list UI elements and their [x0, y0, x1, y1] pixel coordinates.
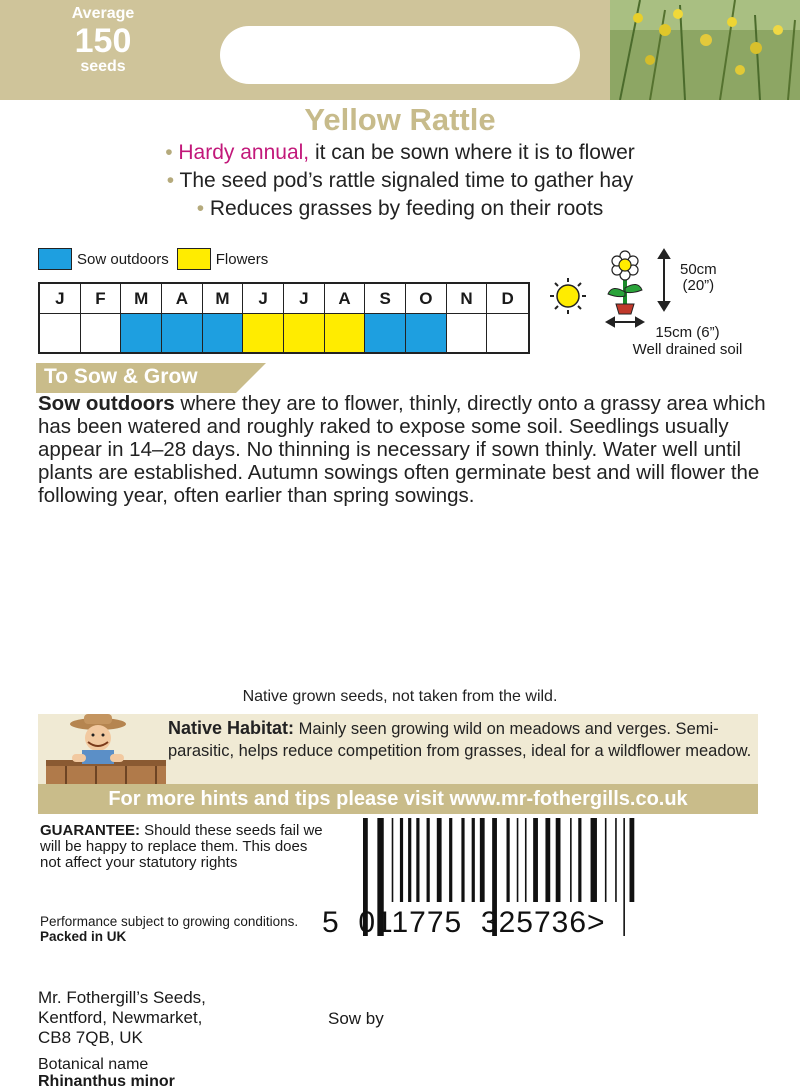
farmer-mascot-icon [46, 714, 166, 786]
sow-swatch [38, 248, 72, 270]
barcode-bar [623, 818, 625, 936]
habitat-label: Native Habitat: [168, 718, 295, 738]
calendar-cell-empty [40, 314, 81, 352]
barcode-bar [556, 818, 561, 902]
barcode-first-digit: 5 [322, 906, 340, 939]
spacing-value: 15cm (6”) [655, 324, 720, 341]
sow-legend-label: Sow outdoors [77, 250, 169, 268]
botanical-name [38, 1056, 175, 1090]
calendar-cell-sow [121, 314, 162, 352]
flower-swatch [177, 248, 211, 270]
calendar-month-label: S [365, 284, 406, 314]
barcode-bar [427, 818, 430, 902]
sun-icon [550, 278, 586, 314]
barcode-marker: > [587, 906, 606, 939]
height-cm: 50cm [680, 261, 717, 278]
calendar-month-label: J [40, 284, 81, 314]
plant-spacing [540, 324, 790, 358]
habitat-box [38, 714, 758, 786]
calendar-cell-flower [243, 314, 284, 352]
barcode-bar [400, 818, 403, 902]
guarantee-label: GUARANTEE: [40, 822, 140, 839]
guarantee-text: Should these seeds fail we will be happy to replace them. This does not affect your statutory rights [40, 822, 323, 871]
address-line-1: Mr. Fothergill’s Seeds, [38, 988, 206, 1007]
flower-legend-label: Flowers [215, 250, 269, 268]
height-in: (20”) [682, 277, 715, 294]
bullet-seed-pod [0, 169, 800, 193]
bullet-highlight: Hardy annual, [178, 141, 310, 164]
native-note: Native grown seeds, not taken from the wild. [242, 688, 558, 705]
bullet-text: it can be sown where it is to flower [309, 141, 635, 164]
calendar-month-label: D [487, 284, 528, 314]
performance-note [40, 914, 320, 944]
calendar-month-label: M [121, 284, 162, 314]
barcode-left-group: 011775 [358, 906, 463, 939]
barcode-bar [591, 818, 597, 902]
section-heading [36, 363, 266, 393]
barcode-bar [517, 818, 519, 902]
calendar-cell-flower [284, 314, 325, 352]
address-line-2: Kentford, Newmarket, [38, 1008, 203, 1027]
bullet-text: Reduces grasses by feeding on their roots [209, 197, 604, 220]
barcode-bar [630, 818, 635, 902]
blank-label-area [220, 26, 580, 84]
daisy-icon [608, 251, 642, 314]
bullet-reduces-grasses [0, 197, 800, 221]
calendar-cell-sow [365, 314, 406, 352]
barcode-bar [437, 818, 442, 902]
barcode-bar [578, 818, 581, 902]
calendar-month-label: F [81, 284, 122, 314]
calendar-month-label: M [203, 284, 244, 314]
barcode-bar [480, 818, 485, 902]
calendar-month-label: J [243, 284, 284, 314]
product-title: Yellow Rattle [304, 102, 496, 137]
habitat-description: Mainly seen growing wild on meadows and verges. Semi-parasitic, helps reduce competition from grasses, ideal for a wildflower meadow. [168, 720, 752, 760]
barcode-bar [461, 818, 464, 902]
barcode-right-group: 325736 [480, 906, 588, 939]
calendar-cell-empty [487, 314, 528, 352]
height-arrow-icon [659, 250, 669, 310]
instructions-lead: Sow outdoors [38, 392, 175, 415]
barcode-bar [408, 818, 411, 902]
performance-text: Performance subject to growing conditions. [40, 914, 299, 929]
seed-count-badge [48, 4, 158, 76]
barcode-bar [615, 818, 617, 902]
calendar-cell-sow [203, 314, 244, 352]
bullet-text: The seed pod’s rattle signaled time to gather hay [179, 169, 634, 192]
section-heading-text: To Sow & Grow [44, 365, 198, 388]
sow-by-label: Sow by [328, 1009, 384, 1028]
habitat-text [168, 717, 753, 762]
website-hint: For more hints and tips please visit www.mr-fothergills.co.uk [38, 784, 758, 814]
botanical-label: Botanical name [38, 1056, 149, 1073]
barcode-bar [416, 818, 419, 902]
seeds-label: seeds [80, 58, 126, 75]
calendar-month-label: A [162, 284, 203, 314]
yellow-rattle-photo [610, 0, 800, 100]
average-label: Average [71, 5, 135, 22]
barcode-bar [525, 818, 527, 902]
barcode-bar [472, 818, 475, 902]
address-line-3: CB8 7QB, UK [38, 1028, 143, 1047]
barcode-digits [322, 906, 606, 940]
calendar-cell-sow [162, 314, 203, 352]
bullet-dot: • [196, 197, 210, 220]
barcode-bar [533, 818, 538, 902]
calendar-month-label: A [325, 284, 366, 314]
barcode-bar [449, 818, 452, 902]
seed-count: 150 [74, 22, 132, 60]
packed-in: Packed in UK [40, 929, 127, 944]
company-address [38, 988, 298, 1048]
instructions-body: where they are to flower, thinly, directly onto a grassy area which has been watered and roughly raked to expose some soil. Seedlings usually appear in 14–28 days. No thinning is necessary if sown thinly. Water well until plants are established. Autumn sowings often germinate best and will flower the following year, often earlier than spring sowings. [38, 392, 766, 507]
bullet-dot: • [166, 169, 180, 192]
sowing-instructions [38, 392, 768, 507]
calendar-legend [38, 247, 268, 271]
barcode-bar [545, 818, 550, 902]
calendar-cell-empty [81, 314, 122, 352]
barcode-bar [570, 818, 572, 902]
barcode-bar [605, 818, 607, 902]
bullet-dot: • [165, 141, 179, 164]
botanical-species: Rhinanthus minor [38, 1073, 175, 1090]
sowing-calendar [38, 282, 530, 354]
barcode-bar [392, 818, 394, 902]
calendar-cell-empty [447, 314, 488, 352]
soil-type: Well drained soil [632, 341, 743, 358]
calendar-month-label: N [447, 284, 488, 314]
calendar-cell-sow [406, 314, 447, 352]
plant-height [680, 262, 717, 294]
calendar-month-label: J [284, 284, 325, 314]
plant-info [540, 248, 790, 360]
guarantee [40, 823, 330, 871]
calendar-cell-flower [325, 314, 366, 352]
barcode-bar [507, 818, 510, 902]
calendar-month-label: O [406, 284, 447, 314]
bullet-hardy-annual [0, 141, 800, 165]
